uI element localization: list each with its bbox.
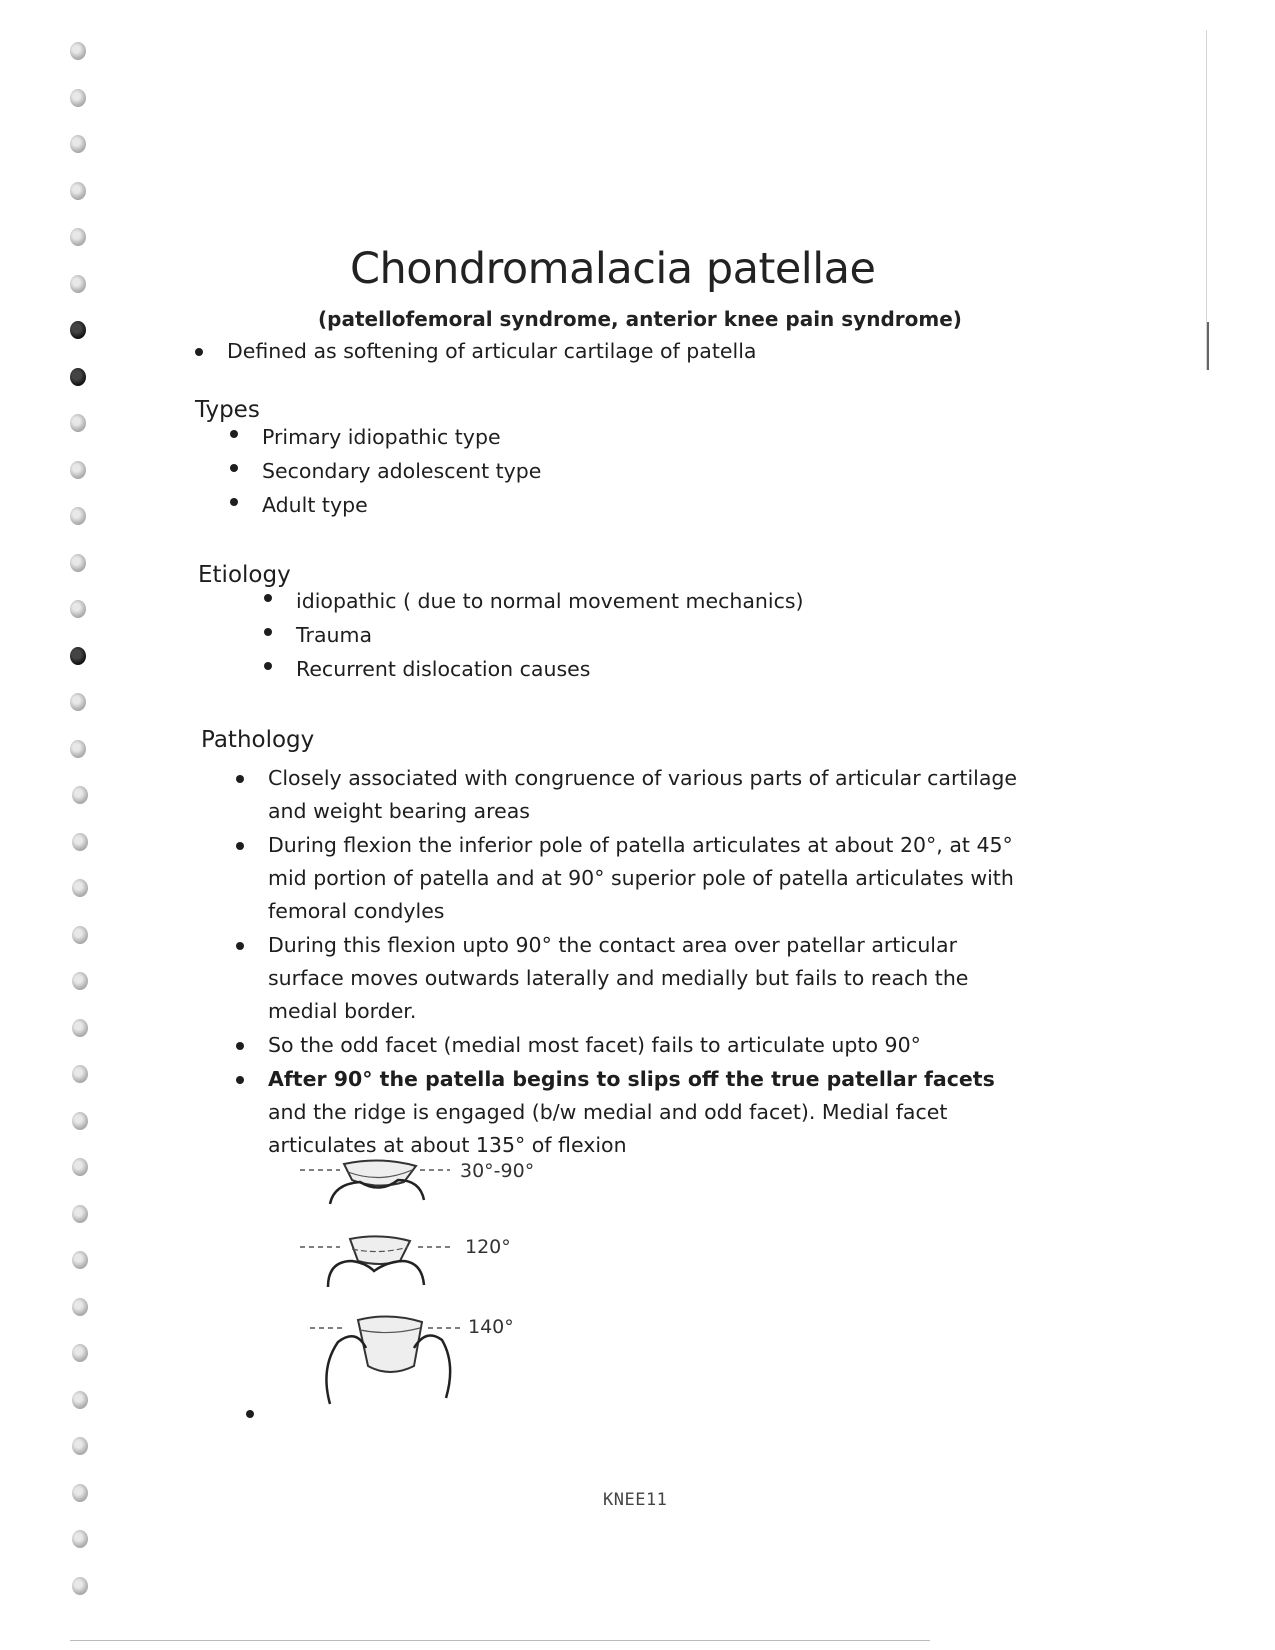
types-heading: Types [195,397,260,423]
binder-hole [70,275,86,293]
angle-label-120: 120° [465,1236,511,1258]
list-item-text: During this flexion upto 90° the contact area over patellar articular surface moves outwards laterally and medially but fails to reach the medial border. [268,933,969,1023]
list-item [234,1063,1034,1162]
binder-hole [72,1065,88,1083]
binder-hole [72,1158,88,1176]
list-item-text: So the odd facet (medial most facet) fails to articulate upto 90° [268,1033,921,1057]
etiology-heading: Etiology [198,562,291,588]
binder-hole [72,1112,88,1130]
definition-text: Defined as softening of articular cartilage of patella [227,339,757,363]
binder-hole [72,1344,88,1362]
binder-hole [72,1437,88,1455]
definition-bullet [195,339,1275,363]
list-item: Primary idiopathic type [228,420,928,454]
list-item: Adult type [228,488,928,522]
list-item: idiopathic ( due to normal movement mechanics) [262,584,962,618]
binder-hole [72,972,88,990]
binder-hole [70,600,86,618]
binder-hole [72,1205,88,1223]
binder-hole [72,786,88,804]
list-item: Trauma [262,618,962,652]
list-item: Secondary adolescent type [228,454,928,488]
binder-hole [70,693,86,711]
footer-page-code: KNEE11 [603,1490,668,1510]
binder-hole [70,647,86,665]
binder-hole [70,182,86,200]
list-item [234,762,1034,828]
binder-hole [72,879,88,897]
binder-hole [70,554,86,572]
binder-hole [72,1530,88,1548]
list-item-text: and the ridge is engaged (b/w medial and odd facet). Medial facet articulates at about 135° of flexion [268,1100,948,1157]
binder-hole [70,461,86,479]
scan-bottom-edge [70,1640,930,1641]
binder-hole [70,135,86,153]
binder-hole [72,833,88,851]
list-item [234,1029,1034,1062]
pathology-heading: Pathology [201,727,315,753]
binder-hole [72,1019,88,1037]
binder-hole [70,89,86,107]
list-item-bold: After 90° the patella begins to slips off the true patellar facets [268,1067,995,1091]
scan-edge-line [1206,30,1207,370]
binder-hole [72,1577,88,1595]
empty-bullet [246,1410,254,1418]
binder-hole [70,228,86,246]
binder-hole [72,1391,88,1409]
binder-hole [72,1298,88,1316]
list-item-text: During flexion the inferior pole of patella articulates at about 20°, at 45° mid portion of patella and at 90° superior pole of patella articulates with femoral condyles [268,833,1014,923]
page-title: Chondromalacia patellae [350,244,876,294]
patella-diagram-30-90 [300,1150,460,1210]
list-item [234,829,1034,928]
binder-hole [70,507,86,525]
binder-hole [70,740,86,758]
binder-hole [70,321,86,339]
list-item-text: Closely associated with congruence of various parts of articular cartilage and weight bearing areas [268,766,1018,823]
binder-hole [72,1251,88,1269]
angle-label-140: 140° [468,1316,514,1338]
list-item [234,929,1034,1028]
binder-hole [70,414,86,432]
types-list [228,420,928,522]
binder-hole [72,1484,88,1502]
list-item: Recurrent dislocation causes [262,652,962,686]
binder-hole [70,368,86,386]
page-subtitle: (patellofemoral syndrome, anterior knee pain syndrome) [318,307,962,331]
binder-hole [72,926,88,944]
pathology-list [234,762,1034,1163]
patella-diagram-120 [300,1225,460,1293]
binder-hole [70,42,86,60]
angle-label-30-90: 30°-90° [460,1160,535,1182]
patella-diagram-140 [310,1308,470,1408]
etiology-list [262,584,962,686]
